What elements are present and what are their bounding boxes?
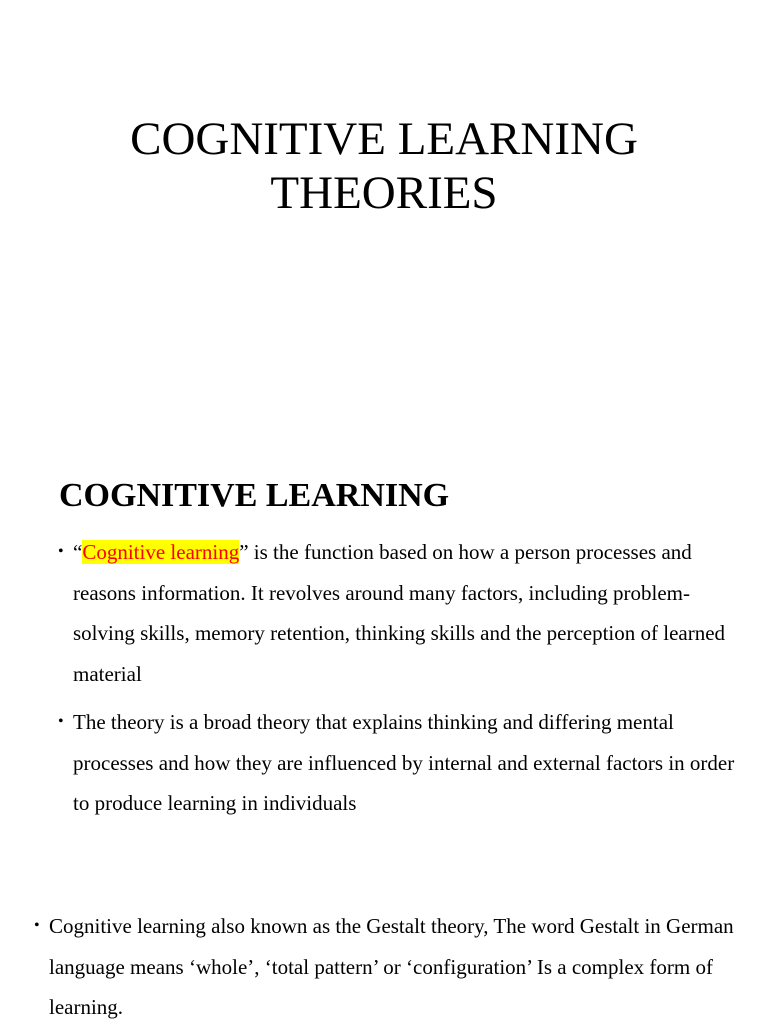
slide-heading: COGNITIVE LEARNING <box>59 477 450 514</box>
highlighted-term: Cognitive learning <box>82 540 240 564</box>
bullet-text: The theory is a broad theory that explains thinking and differing mental processes and how they are influenced by internal and external factors in order to produce learning in individuals <box>73 710 735 815</box>
bullet-item-definition <box>58 532 748 694</box>
open-quote: “ <box>73 540 83 564</box>
bullet-list <box>58 532 748 832</box>
title-line-2: THEORIES <box>270 167 498 219</box>
bullet-text: ” is the function based on how a person processes and reasons information. It revolves around many factors, including problem-solving skills, memory retention, thinking skills and the perception of learned material <box>73 540 726 686</box>
bullet-text: Cognitive learning also known as the Gestalt theory, The word Gestalt in German language means ‘whole’, ‘total pattern’ or ‘configuration’ Is a complex form of learning. <box>49 914 734 1019</box>
title-slide <box>0 0 768 430</box>
bullet-item-theory <box>58 702 748 824</box>
bullet-icon: • <box>58 543 64 560</box>
bullet-icon: • <box>58 713 64 730</box>
presentation-title <box>0 112 768 220</box>
cognitive-learning-slide <box>0 430 768 860</box>
gestalt-slide <box>0 860 768 1024</box>
bullet-list <box>34 906 734 1036</box>
title-line-1: COGNITIVE LEARNING <box>130 113 638 165</box>
bullet-item-gestalt <box>34 906 734 1028</box>
bullet-icon: • <box>34 917 40 934</box>
